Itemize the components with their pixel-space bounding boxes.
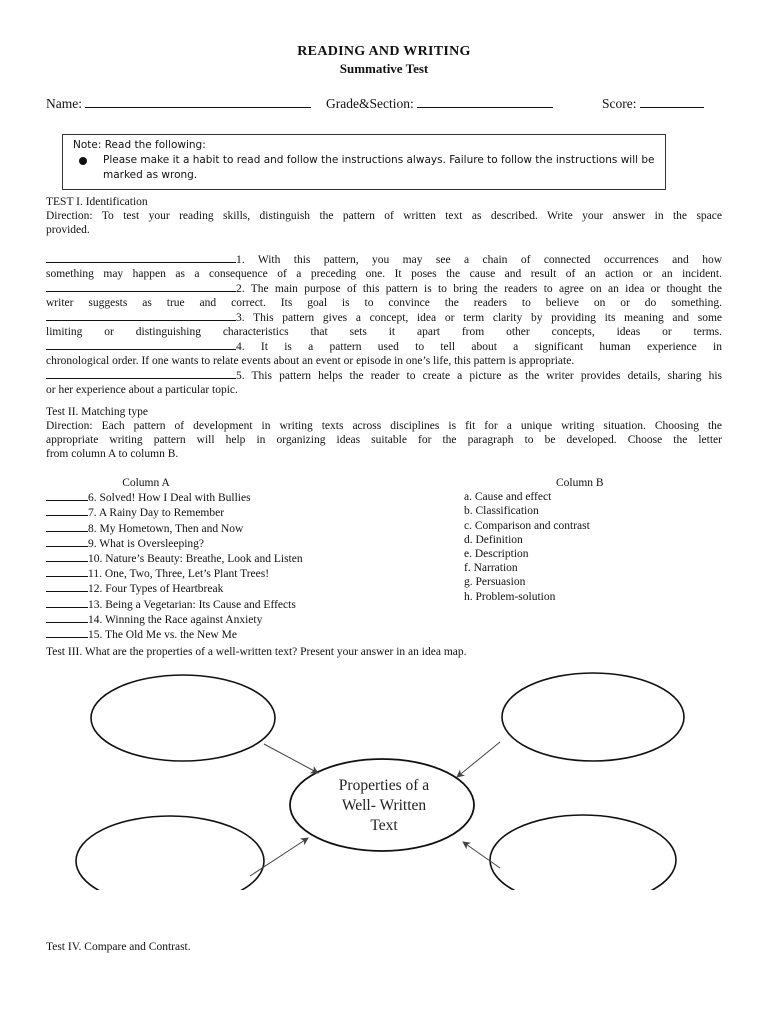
match-item-text: 7. A Rainy Day to Remember (88, 507, 225, 520)
note-bullet-item (73, 153, 655, 183)
match-item-text: 12. Four Types of Heartbreak (88, 583, 224, 596)
test2-direction-line: appropriate writing pattern will help in organizing ideas suitable for the paragraph to be developed. Choose the letter (46, 434, 722, 446)
column-a (46, 476, 446, 642)
choice-item: d. Definition (464, 533, 523, 546)
answer-blank[interactable] (46, 368, 236, 379)
match-item (46, 612, 446, 627)
choice-item: b. Classification (464, 505, 539, 518)
answer-blank[interactable] (46, 612, 88, 623)
answer-blank[interactable] (46, 581, 88, 592)
test2-direction-line: Direction: Each pattern of development in writing texts across disciplines is fit for a unique writing situation. Choosing the (46, 420, 722, 432)
note-bullet-text: Please make it a habit to read and follow the instructions always. Failure to follow the instructions will be marked as wrong. (103, 154, 655, 181)
item-text: 4. It is a pattern used to tell about a significant human experience in (236, 341, 722, 353)
score-blank[interactable] (640, 95, 704, 108)
note-heading: Note: Read the following: (73, 139, 206, 151)
column-a-title: Column A (122, 477, 170, 489)
test2-direction-line: from column A to column B. (46, 448, 179, 460)
choice-item: e. Description (464, 548, 529, 561)
item-text: 2. The main purpose of this pattern is to bring the readers to agree on an idea or thought the (236, 283, 722, 295)
grade-section-label: Grade&Section: (326, 96, 414, 111)
match-item-text: 10. Nature’s Beauty: Breathe, Look and Listen (88, 553, 303, 566)
center-label-line: Well- Written (341, 797, 427, 814)
answer-blank[interactable] (46, 551, 88, 562)
test1-items (46, 252, 722, 397)
match-item (46, 521, 446, 536)
column-b (464, 476, 714, 604)
test1-item (46, 281, 722, 296)
match-item (46, 566, 446, 581)
match-item-text: 6. Solved! How I Deal with Bullies (88, 492, 251, 505)
test1-item (46, 368, 722, 383)
test4-heading: Test IV. Compare and Contrast. (46, 941, 191, 953)
score-field[interactable] (602, 95, 704, 112)
match-item-text: 8. My Hometown, Then and Now (88, 522, 244, 535)
match-item (46, 597, 446, 612)
grade-section-field[interactable] (326, 95, 553, 112)
test1-heading: TEST I. Identification (46, 196, 148, 208)
connector-arrow (457, 742, 500, 777)
test3-heading: Test III. What are the properties of a well-written text? Present your answer in an idea map. (46, 646, 467, 658)
grade-section-blank[interactable] (417, 95, 553, 108)
match-item-text: 15. The Old Me vs. the New Me (88, 629, 237, 642)
center-label-line: Text (370, 817, 398, 834)
test1-direction-line: Direction: To test your reading skills, distinguish the pattern of written text as described. Write your answer in the space (46, 210, 722, 222)
center-label-line: Properties of a (338, 777, 430, 794)
choice-item: g. Persuasion (464, 576, 526, 589)
answer-blank[interactable] (46, 310, 236, 321)
match-item-text: 11. One, Two, Three, Let’s Plant Trees! (88, 568, 270, 581)
answer-blank[interactable] (46, 627, 88, 638)
answer-blank[interactable] (46, 281, 236, 292)
answer-blank[interactable] (46, 536, 88, 547)
test1-item-cont: something may happen as a consequence of a preceding one. It poses the cause and result of an action or an incident. (46, 268, 722, 280)
choice-item: a. Cause and effect (464, 491, 552, 504)
name-blank[interactable] (85, 95, 311, 108)
match-item-text: 14. Winning the Race against Anxiety (88, 613, 263, 626)
match-item (46, 627, 446, 642)
test1-item-cont: writer suggests as true and correct. Its goal is to convince the readers to believe on or do something. (46, 297, 722, 309)
test1-item-cont: limiting or distinguishing characteristics that sets it apart from other concepts, ideas or terms. (46, 326, 722, 338)
test1-section (46, 195, 722, 237)
test2-heading: Test II. Matching type (46, 406, 149, 418)
test1-item (46, 339, 722, 354)
match-item (46, 490, 446, 505)
match-item (46, 536, 446, 551)
note-box (62, 134, 666, 190)
item-text: 3. This pattern gives a concept, idea or term clarity by providing its meaning and some (236, 312, 722, 324)
test1-direction-line: provided. (46, 224, 90, 236)
test1-item-cont: chronological order. If one wants to relate events about an event or episode in one’s life, this pattern is appropriate. (46, 355, 575, 367)
idea-bubble-top-right[interactable] (502, 673, 684, 761)
answer-blank[interactable] (46, 505, 88, 516)
bullet-icon (79, 157, 87, 165)
item-text: 5. This pattern helps the reader to create a picture as the writer provides details, sharing his (236, 370, 722, 382)
idea-map (0, 660, 768, 890)
answer-blank[interactable] (46, 597, 88, 608)
score-label: Score: (602, 96, 637, 111)
test1-item (46, 310, 722, 325)
match-item (46, 551, 446, 566)
idea-bubble-top-left[interactable] (91, 675, 275, 761)
document-title: READING AND WRITING (297, 44, 471, 59)
choice-item: h. Problem-solution (464, 590, 556, 603)
answer-blank[interactable] (46, 490, 88, 501)
answer-blank[interactable] (46, 566, 88, 577)
idea-bubble-bottom-left[interactable] (76, 816, 264, 890)
name-field[interactable] (46, 95, 311, 112)
document-subtitle: Summative Test (339, 61, 429, 76)
match-item (46, 505, 446, 520)
match-item (46, 581, 446, 596)
answer-blank[interactable] (46, 252, 236, 263)
test2-section (46, 405, 722, 461)
match-item-text: 9. What is Oversleeping? (88, 537, 205, 550)
name-label: Name: (46, 96, 82, 111)
match-item-text: 13. Being a Vegetarian: Its Cause and Effects (88, 598, 296, 611)
choice-item: f. Narration (464, 562, 518, 575)
item-text: 1. With this pattern, you may see a chain of connected occurrences and how (236, 254, 722, 266)
test1-item-cont: or her experience about a particular topic. (46, 384, 238, 396)
connector-arrow (264, 744, 318, 773)
column-b-title: Column B (556, 477, 604, 489)
idea-bubble-bottom-right[interactable] (490, 815, 676, 890)
test1-item (46, 252, 722, 267)
answer-blank[interactable] (46, 521, 88, 532)
choice-item: c. Comparison and contrast (464, 519, 590, 532)
answer-blank[interactable] (46, 339, 236, 350)
